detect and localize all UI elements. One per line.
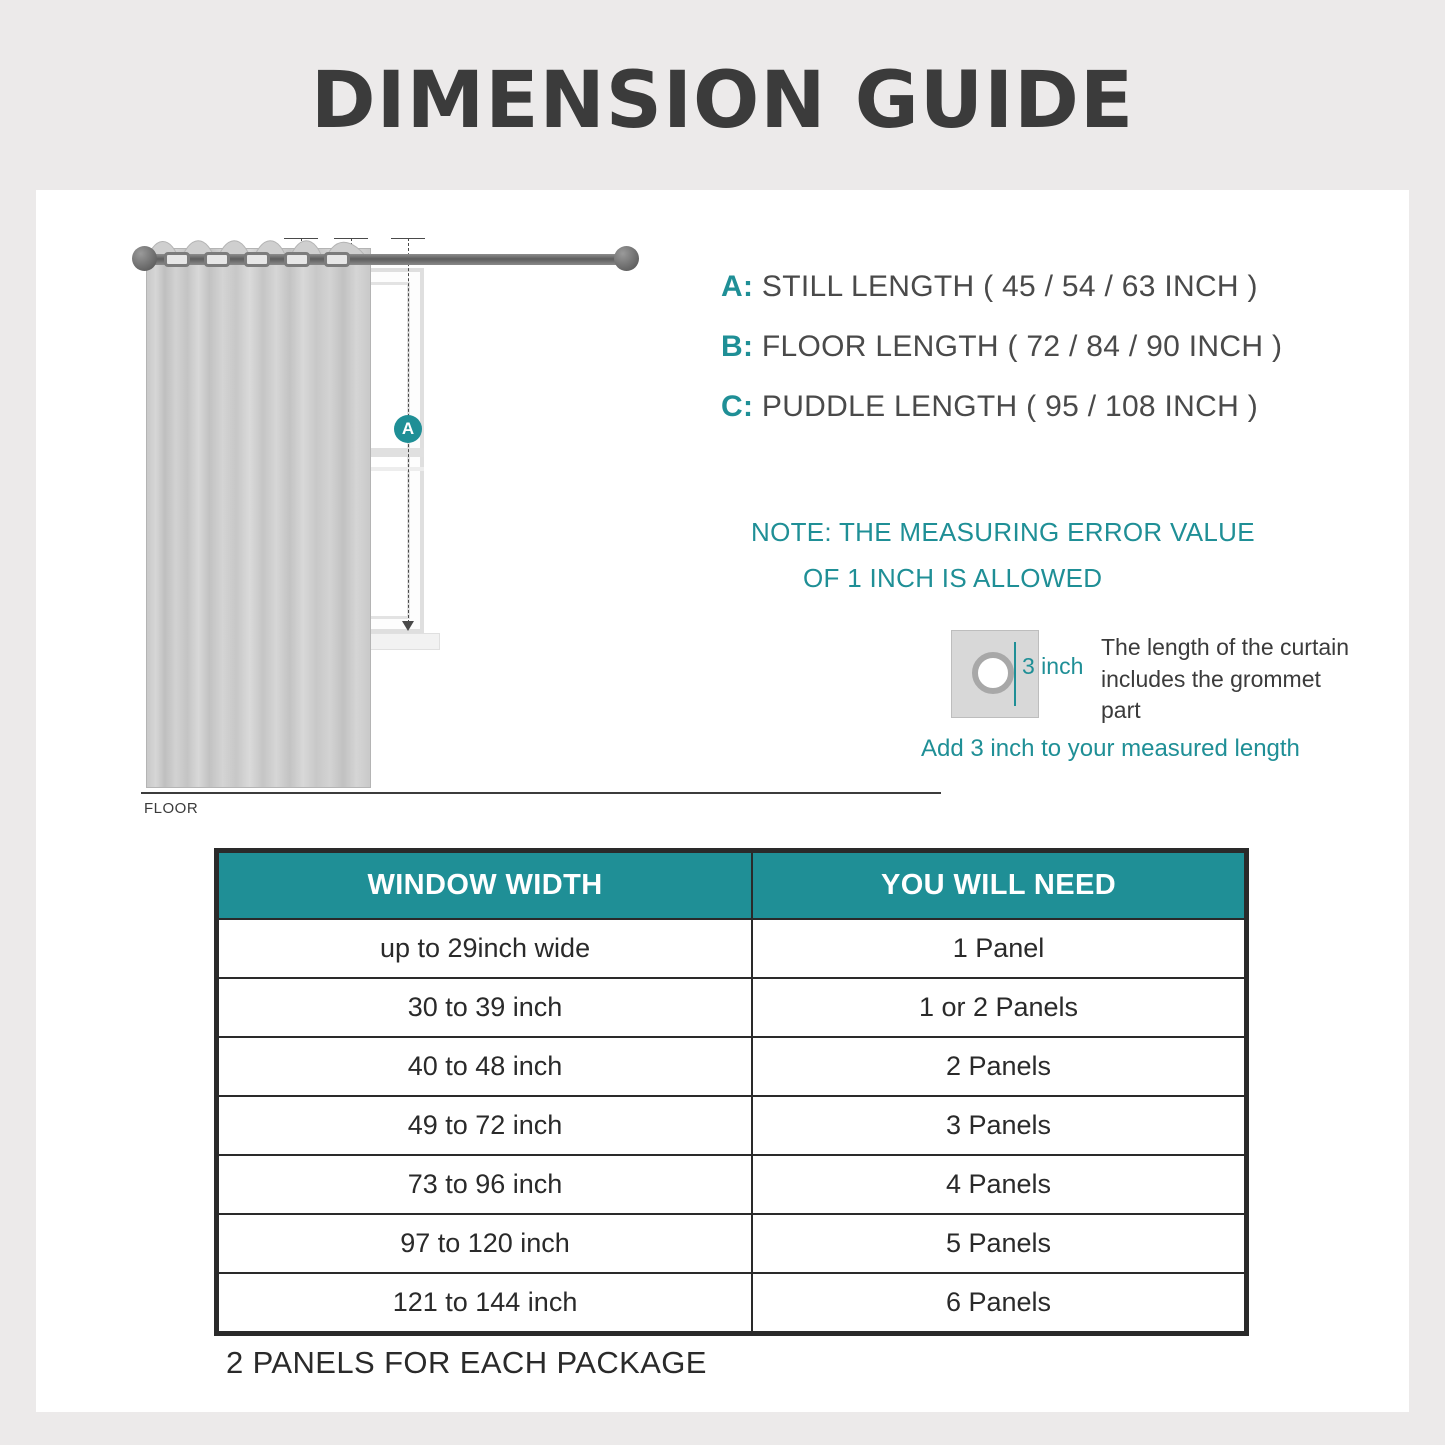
cell-window-width: 49 to 72 inch (218, 1096, 752, 1155)
grommet-icon (324, 252, 350, 267)
cell-panels: 6 Panels (752, 1273, 1245, 1332)
cell-window-width: 30 to 39 inch (218, 978, 752, 1037)
legend-text-a: STILL LENGTH ( 45 / 54 / 63 INCH ) (761, 270, 1258, 303)
cell-window-width: 40 to 48 inch (218, 1037, 752, 1096)
guide-card (36, 190, 1409, 1412)
floor-label: FLOOR (144, 800, 199, 817)
legend-key-a: A: (721, 270, 754, 303)
grommet-ring-icon (972, 652, 1014, 694)
grommet-dimension-label: 3 inch (1022, 653, 1084, 679)
package-footnote: 2 PANELS FOR EACH PACKAGE (226, 1345, 707, 1380)
column-header-window-width: WINDOW WIDTH (218, 852, 752, 919)
note-line-1: NOTE: THE MEASURING ERROR VALUE (751, 517, 1255, 547)
table-row (218, 1214, 1245, 1273)
table-row (218, 919, 1245, 978)
note-block (751, 510, 1371, 601)
table-row (218, 978, 1245, 1037)
table-row (218, 1155, 1245, 1214)
cell-panels: 3 Panels (752, 1096, 1245, 1155)
arrow-a (402, 621, 414, 631)
grommet-icon (244, 252, 270, 267)
legend-text-c: PUDDLE LENGTH ( 95 / 108 INCH ) (761, 390, 1259, 423)
grommet-icon (284, 252, 310, 267)
cell-window-width: 121 to 144 inch (218, 1273, 752, 1332)
grommet-measure-arrow (1014, 642, 1016, 706)
grommet-icon (204, 252, 230, 267)
cell-panels: 2 Panels (752, 1037, 1245, 1096)
cell-window-width: 73 to 96 inch (218, 1155, 752, 1214)
panel-requirement-table (214, 848, 1249, 1336)
note-line-2: OF 1 INCH IS ALLOWED (803, 562, 1103, 593)
rod-finial-right-icon (614, 246, 639, 271)
grommet-callout-subtext: Add 3 inch to your measured length (921, 735, 1300, 762)
legend-key-b: B: (721, 330, 754, 363)
legend-item-b (721, 330, 1361, 364)
badge-a: A (394, 415, 422, 443)
table-row (218, 1273, 1245, 1332)
curtain-panel (146, 248, 371, 788)
cell-window-width: 97 to 120 inch (218, 1214, 752, 1273)
cell-panels: 4 Panels (752, 1155, 1245, 1214)
grommet-callout-text: The length of the curtain includes the grommet part (1101, 634, 1350, 724)
rod-finial-left-icon (132, 246, 157, 271)
table-header-row (218, 852, 1245, 919)
cell-panels: 1 Panel (752, 919, 1245, 978)
cell-panels: 1 or 2 Panels (752, 978, 1245, 1037)
cell-window-width: up to 29inch wide (218, 919, 752, 978)
legend-item-a (721, 270, 1361, 304)
grommet-icon (164, 252, 190, 267)
table-row (218, 1037, 1245, 1096)
table-row (218, 1096, 1245, 1155)
page-title: DIMENSION GUIDE (310, 56, 1135, 146)
curtain-diagram (36, 190, 756, 850)
legend-key-c: C: (721, 390, 754, 423)
floor-line (141, 792, 941, 794)
column-header-you-will-need: YOU WILL NEED (752, 852, 1245, 919)
legend-text-b: FLOOR LENGTH ( 72 / 84 / 90 INCH ) (761, 330, 1283, 363)
legend-list (721, 270, 1361, 450)
legend-item-c (721, 390, 1361, 424)
cell-panels: 5 Panels (752, 1214, 1245, 1273)
